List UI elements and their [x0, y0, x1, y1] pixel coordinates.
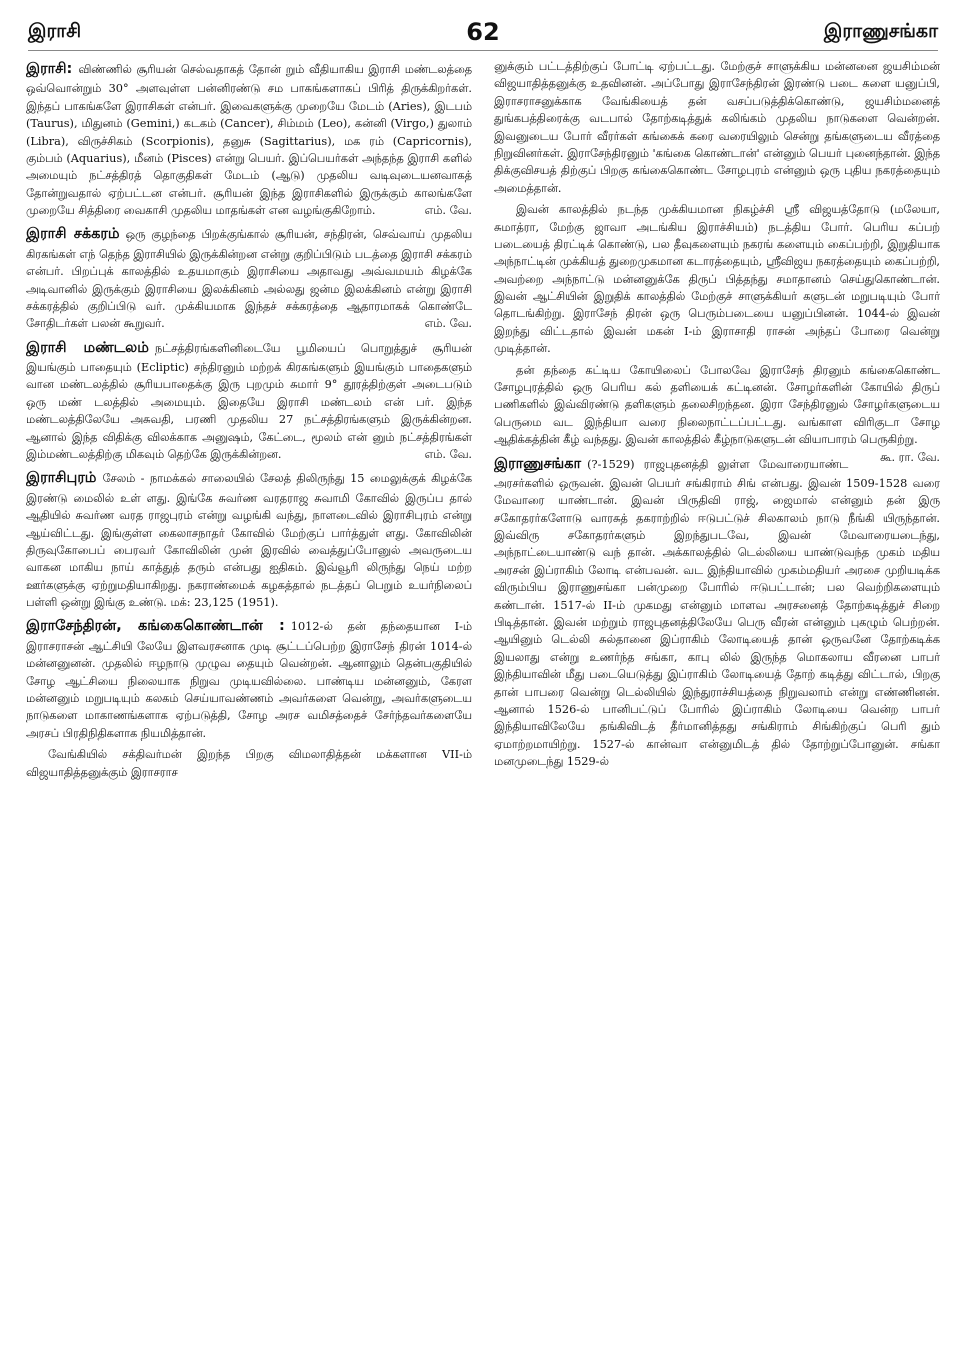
entry-signature: கூ. ரா. வே.: [880, 450, 940, 464]
running-head-left: இராசி: [28, 19, 82, 42]
entry-text: வேங்கியில் சக்திவர்மன் இறந்த பிறகு விமலாதித்தன் மக்களான VII-ம் விஜயாதித்தனுக்கும் இராசராச: [26, 748, 472, 779]
entry-text: விண்ணில் சூரியன் செல்வதாகத் தோன் றும் வீதியாகிய இராசி மண்டலத்தை ஒவ்வொன்றும் 30° அளவுள்ள பன்னிரண்டு சம பாகங்களாகப் பிரித் திருக்கிறர்கள். இந்தப் பாகங்களே இராசிகள் என்பர். இவைகளுக்கு முறையே மேடம் (Aries), இடபம் (Taurus), மிதுனம் (Gemini,) கடகம் (Cancer), சிம்மம் (Leo), கன்னி (Virgo,) துலாம் (Libra), விருச்சிகம் (Scorpionis), தனுசு (Sagittarius), மக ரம் (Capricornis), கும்பம் (Aquarius), மீனம் (Pisces) என்று பெயர். இப்பெயர்கள் அந்தந்த இராசி களில் அமையும் நட்சத்திரத் தொகுதிகள் மேடம் (ஆடு) முதலிய வடிவுடையனவாகத் தோன்றுவதால் ஏற்பட்டன என்பர். சூரியன் இந்த இராசிகளில் இருக்கும் காலங்களே முறையே சித்திரை வைகாசி முதலிய மாதங்கள் என வழங்குகிறோம்.: [26, 63, 472, 218]
entry-text: 1012-ல் தன் தந்தையான I-ம் இராசராசன் ஆட்சியி லேயே இளவரசனாக முடி சூட்டப்பெற்ற இராசேந் திரன் 1014-ல் மன்னனுனன். முதலில் ஈழநாடு முழுவ தையும் வென்றன். ஆனாலும் தென்பகுதியில் சோழ ஆட்சியை நிலையாக நிறுவ முடியவில்லை. பாண்டிய மன்னனும், கேரள மன்னனும் மறுபடியும் கலகம் செய்யாவண்ணம் அவர்களை வென்று, அவர்களுடைய நாடுகளை மாகாணங்களாக ஏற்படுத்தி, சோழ அரச வமிசத்தைச் சேர்ந்தவர்களையே அரசப் பிரதிநிதிகளாக நியமித்தான்.: [26, 620, 472, 740]
entry-heading: இராசி மண்டலம்: [26, 339, 149, 356]
article-columns: [26, 58, 940, 1355]
right-column: [494, 58, 940, 1355]
entry-rasi-chakkaram: [26, 223, 472, 332]
entry-text: இவன் காலத்தில் நடந்த முக்கியமான நிகழ்ச்சி ஸ்ரீ விஜயத்தோடு (மலேயா, சுமாத்ரா, மேற்கு ஜாவா அடங்கிய இராச்சியம்) நடத்திய போர். பெரிய கப்பற் படையைத் திரட்டிக் கொண்டு, பல தீவுகளையும் நகரங் களையும் கைப்பற்றி, இறுதியாக அந்நாட்டின் முக்கியத் துறைமுகமான கடாரத்தையும், ஸ்ரீவிஜய நகரத்தையும் கைப்பற்றி, அவற்றை அந்நாட்டு மன்னனுக்கே திருப் பித்தந்து சமாதானம் செய்துகொண்டான். இவன் ஆட்சியின் இறுதிக் காலத்தில் மேற்குச் சாளுக்கியர் களுடன் மறுபடியும் போர் தொடங்கிற்று. இராசேந் திரன் ஒரு பெரும்படையை யனுப்பினன். 1044-ல் இவன் இறந்து விட்டதால் இவன் மகன் I-ம் இராசாதி ராசன் அந்தப் போரை வென்று முடித்தான்.: [494, 203, 940, 356]
entry-rasipuram: [26, 467, 472, 611]
entry-text: (?-1529) ராஜபுதனத்தி லுள்ள மேவாரையாண்ட அரசர்களில் ஒருவன். இவன் பெயர் சங்கிராம் சிங் என்பது. இவன் 1509-1528 வரை மேவாரை யாண்டான். இவன் பிருதிவி ராஜ், ஜைமால் என்னும் தன் இரு சகோதரர்களோடு வாரசுத் தகராற்றில் ஈடுபட்டுச் சிலகாலம் நாடு நீங்கி யிருந்தான். இவ்விரு சகோதரர்களும் இறந்துபடவே, இவன் மேவாரையடைந்து, அந்நாட்டையாண்டு வந் தான். அக்காலத்தில் டெல்லியை யாண்டுவந்த முகம் மதிய அரசன் இப்ராகிம் லோடி என்பவன். வட இந்தியாவில் முகம்மதியர் அரசை முறியடிக்க விரும்பிய இராணுசங்கா பன்முறை போரில் ஈடுபட்டான்; பல வெற்றிகளையும் கண்டான். 1517-ல் II-ம் முகமது என்னும் மாளவ அரசனைத் தோற்கடித்துச் சிறை பிடித்தான். இவன் மற்றும் ராஜபுதனத்திலேயே பெரு வீரன் என்னும் புகழும் பெற்றன். ஆயினும் டெல்லி சுல்தானை இப்ராகிம் லோடியைத் தான் ஒருவனே தோற்கடிக்க இயலாது என்று உணர்ந்த சங்கா, காபு லில் இருந்த மொகலாய வீரனை பாபர் இந்தியாவின் மீது படையெடுத்து இப்ராகிம் லோடியைத் தோற் கடித்து விட்டால், பிறகு தான் பாபரை வென்று டெல்லியில் இந்துராச்சியத்தை நிறுவலாம் என்று எண்ணினன். ஆனால் 1526-ல் பானிபட்டுப் போரில் இப்ராகிம் லோடியை வென்ற பாபர் இந்தியாவிலேயே தங்கிவிடத் தீர்மானித்தது சங்கிராம் சிங்கிற்குப் பெரி தும் ஏமாற்றமாயிற்று. 1527-ல் கான்வா என்னுமிடத் தில் தோற்றுப்போனுன். சங்கா மனமுடைந்து 1529-ல்: [494, 457, 940, 769]
entry-continuation: [26, 746, 472, 781]
entry-text: னுக்கும் பட்டத்திற்குப் போட்டி ஏற்பட்டது. மேற்குச் சாளுக்கிய மன்னனை ஜயசிம்மன் விஜயாதித்தனுக்கு உதவினன். அப்போது இராசேந்திரன் இரண்டு படை களை யனுப்பி, இராசராசனுக்காக வேங்கியைத் தன் வசப்படுத்திக்கொண்டு, ஜயசிம்மனைத் துங்கபத்திரைக்கு வடபால் தோற்கடித்துக் கலிங்கம் முதலிய நாடுகளை வென்றன். இவனுடைய போர் வீரர்கள் கங்கைக் கரை வரையிலும் சென்று தங்களுடைய வீரத்தை நிறுவினர்கள். இராசேந்திரனும் 'கங்கை கொண்டான்' என்னும் பெயர் புனைந்தான். இந்த திக்குவிசயத் திற்குப் பிறகு கங்கைகொண்ட சோழபுரம் என்னும் ஒரு புதிய நகரத்தையும் அமைத்தான்.: [494, 60, 940, 195]
entry-text: நட்சத்திரங்களினிடையே பூமியைப் பொறுத்துச் சூரியன் இயங்கும் பாதையும் (Ecliptic) சந்திரனும் மற்றக் கிரகங்களும் இயங்கும் பாதைகளும் வான மண்டலத்தில் சூரியபாதைக்கு இரு புறமும் சுமார் 9° தூரத்திற்குள் அடைபடும் ஒரு மண் டலத்தில் அமையும். இதையே இராசி மண்டலம் என் பர். இந்த மண்டலத்திலேயே அசுவதி, பரணி முதலிய 27 நட்சத்திரங்களும் இருக்கின்றன. ஆனால் இந்த விதிக்கு விலக்காக அனுஷம், கேட்டை, மூலம் என் னும் நட்சத்திரங்கள் இம்மண்டலத்திற்கு மிகவும் தெற்கே இருக்கின்றன.: [26, 341, 472, 462]
entry-signature: எம். வே.: [424, 204, 472, 218]
entry-text: சேலம் - நாமக்கல் சாலையில் சேலத் திலிருந்து 15 மைலுக்குக் கிழக்கே இரண்டு மைலில் உள் ளது. இங்கே சுவர்ண வரதராஜ சுவாமி கோவில் இருப்ப தால் ஆதியில் சுவர்ண வரத ராஜபுரம் என்று வழங்கி வந்து, நாளடைவில் இராசிபுரம் என்று ஆய்விட்டது. இங்குள்ள கைலாசநாதர் கோவில் மேற்குப் பார்த்துள் ளது. கோவிலின் திருவுகோபைப் பைரவர் கோவிலின் முன் இரவில் வைத்துப்போனுல் அவருடைய வாகன மாகிய நாய் காத்துத் தரும் என்பது ஐதிகம். இவ்வூரி லிருந்து நெய் மற்ற ஊர்களுக்கு ஏற்றுமதியாகிறது. நகராண்மைக் கழகத்தால் நடத்தப் பெறும் உயர்நிலைப் பள்ளி ஒன்று இங்கு உண்டு. மக்: 23,125 (1951).: [26, 472, 472, 610]
entry-heading: இராசி:: [26, 61, 73, 77]
entry-heading: இராசேந்திரன், கங்கைகொண்டான் :: [26, 618, 285, 635]
running-head-right: இராணுசங்கா: [823, 19, 938, 42]
entry-signature: எம். வே.: [424, 317, 472, 331]
left-column: [26, 58, 472, 1355]
entry-signature: எம். வே.: [424, 448, 472, 462]
page-header: [28, 14, 938, 51]
entry-paragraph: [494, 201, 940, 358]
entry-rasi-mandalam: [26, 337, 472, 464]
entry-text: ஒரு குழந்தை பிறக்குங்கால் சூரியன், சந்திரன், செவ்வாய் முதலிய கிரகங்கள் எந் தெந்த இராசியில் இருக்கின்றன என்று குறிப்பிடும் படத்தை இராசி சக்கரம் என்பர். பிறப்புக் காலத்தில் உதயமாகும் இராசியை அதாவது அவ்வமயம் கிழக்கே அடிவானில் இருக்கும் இராசியை இலக்கினம் அல்லது ஜன்ம இலக்கினம் என்று இராசி சக்கரத்தில் குறிப்பிடு வர். முக்கியமாக இந்தச் சக்கரத்தை ஆதாரமாகக் கொண்டே சோதிடர்கள் பலன் கூறுவர்.: [26, 228, 472, 331]
entry-heading: இராசி சக்கரம்: [26, 226, 120, 243]
page-number: 62: [466, 18, 500, 46]
entry-rasi: [26, 58, 472, 219]
entry-rana-sanga: [494, 453, 940, 771]
entry-continuation: [494, 58, 940, 197]
entry-rajendran: [26, 615, 472, 742]
entry-heading: இராசிபுரம்: [26, 470, 97, 487]
entry-text: தன் தந்தை கட்டிய கோயிலைப் போலவே இராசேந் திரனும் கங்கைகொண்ட சோழபுரத்தில் ஒரு பெரிய கல் தளியைக் கட்டினன். சோழர்களின் கோயில் திருப் பணிகளில் இவ்விரண்டு தளிகளும் தலைசிறந்தன. இரா சேந்திரனுல் சோழர்களுடைய பெருமை வட இந்தியா வரை நிலைநாட்டப்பட்டது. வங்காள விரிகுடா சோழ ஆதிக்கத்தின் கீழ் வந்தது. இவன் காலத்தில் கீழ்நாடுகளுடன் வியாபாரம் பெருகிற்று.: [494, 363, 940, 447]
entry-heading: இராணுசங்கா: [494, 455, 582, 472]
